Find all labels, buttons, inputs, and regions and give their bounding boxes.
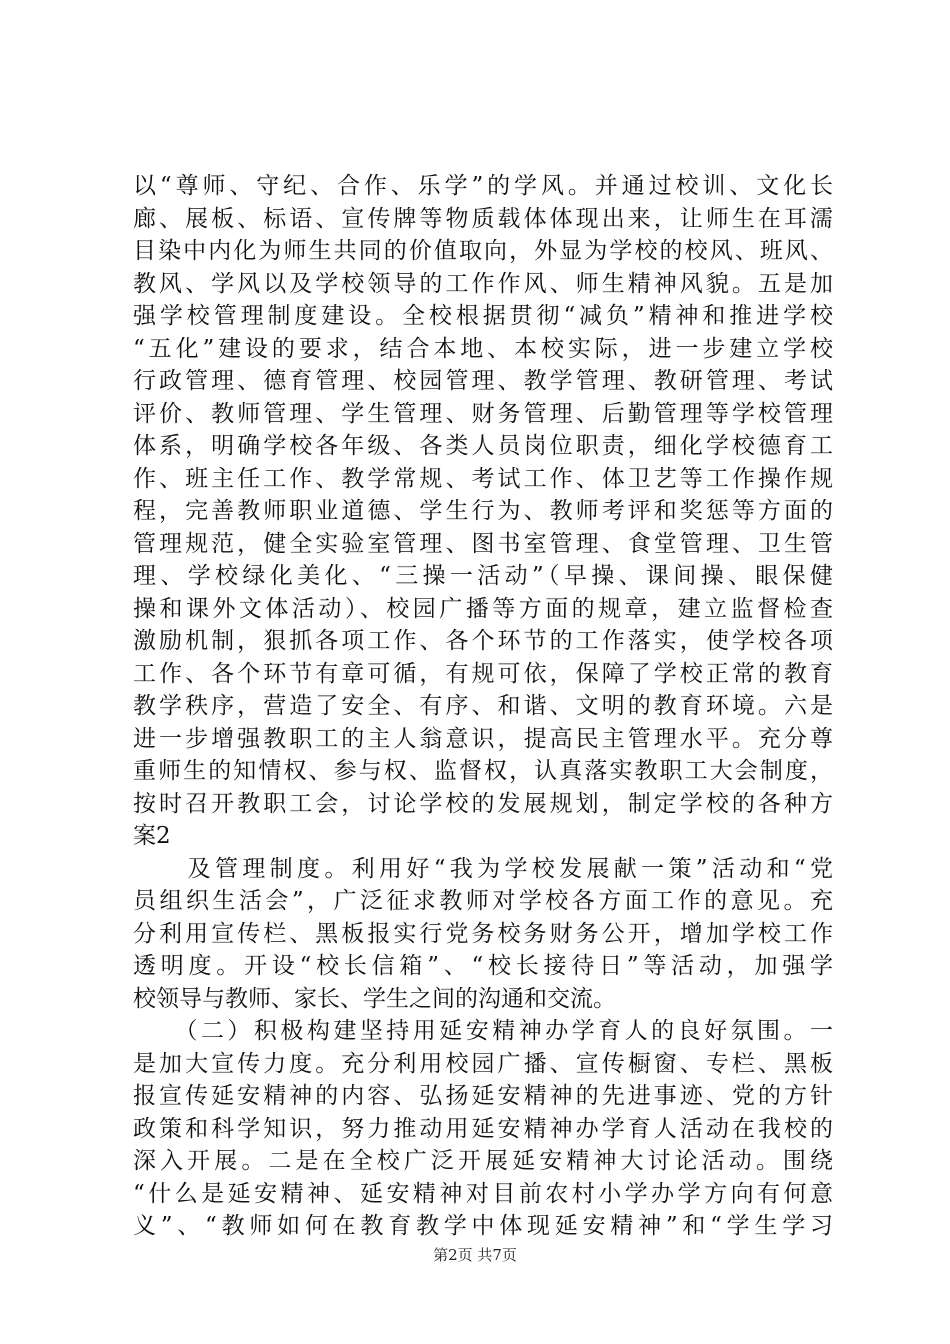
text-line: 深入开展。二是在全校广泛开展延安精神大讨论活动。围绕	[133, 1148, 833, 1174]
text-line: 教风、学风以及学校领导的工作作风、师生精神风貌。五是加	[133, 270, 833, 297]
text-line: “什么是延安精神、延安精神对目前农村小学办学方向有何意	[133, 1180, 833, 1207]
text-line: （二）积极构建坚持用延安精神办学育人的良好氛围。一	[133, 1018, 833, 1044]
text-line: 透明度。开设“校长信箱”、“校长接待日”等活动，加强学	[133, 953, 833, 979]
body-text	[133, 170, 833, 1243]
text-line: 目染中内化为师生共同的价值取向，外显为学校的校风、班风、	[133, 238, 833, 264]
text-line: 教学秩序，营造了安全、有序、和谐、文明的教育环境。六是	[133, 693, 833, 719]
text-line: 强学校管理制度建设。全校根据贯彻“减负”精神和推进学校	[133, 303, 833, 329]
text-line: 按时召开教职工会，讨论学校的发展规划，制定学校的各种方	[133, 790, 833, 817]
text-line: 义”、“教师如何在教育教学中体现延安精神”和“学生学习	[133, 1213, 833, 1239]
text-line: 报宣传延安精神的内容、弘扬延安精神的先进事迹、党的方针	[133, 1083, 833, 1109]
text-line: 管理规范，健全实验室管理、图书室管理、食堂管理、卫生管	[133, 530, 833, 557]
text-line: 以“尊师、守纪、合作、乐学”的学风。并通过校训、文化长	[133, 173, 833, 199]
text-line: 重师生的知情权、参与权、监督权，认真落实教职工大会制度，	[133, 758, 833, 784]
text-line: 体系，明确学校各年级、各类人员岗位职责，细化学校德育工	[133, 433, 833, 459]
text-line: 政策和科学知识，努力推动用延安精神办学育人活动在我校的	[133, 1115, 833, 1142]
text-line: 廊、展板、标语、宣传牌等物质载体体现出来，让师生在耳濡	[133, 205, 833, 232]
text-line: 作、班主任工作、教学常规、考试工作、体卫艺等工作操作规	[133, 465, 833, 492]
text-line: 案2	[133, 823, 171, 849]
text-line: 操和课外文体活动）、校园广播等方面的规章，建立监督检查	[133, 595, 833, 622]
text-line: 评价、教师管理、学生管理、财务管理、后勤管理等学校管理	[133, 400, 833, 427]
text-line: 行政管理、德育管理、校园管理、教学管理、教研管理、考试	[133, 368, 833, 394]
page-footer: 第2页 共7页	[433, 1246, 517, 1264]
text-line: 员组织生活会”，广泛征求教师对学校各方面工作的意见。充	[133, 888, 833, 914]
text-line: 理、学校绿化美化、“三操一活动”（早操、课间操、眼保健	[133, 563, 833, 589]
text-line: 是加大宣传力度。充分利用校园广播、宣传橱窗、专栏、黑板	[133, 1050, 833, 1077]
text-line: 及管理制度。利用好“我为学校发展献一策”活动和“党	[133, 855, 833, 882]
text-line: 分利用宣传栏、黑板报实行党务校务财务公开，增加学校工作	[133, 920, 833, 947]
text-line: 校领导与教师、家长、学生之间的沟通和交流。	[133, 985, 616, 1012]
text-line: 进一步增强教职工的主人翁意识，提高民主管理水平。充分尊	[133, 725, 833, 752]
text-line: 工作、各个环节有章可循，有规可依，保障了学校正常的教育	[133, 660, 833, 687]
text-line: 激励机制，狠抓各项工作、各个环节的工作落实，使学校各项	[133, 628, 833, 654]
text-line: 程，完善教师职业道德、学生行为、教师考评和奖惩等方面的	[133, 498, 833, 524]
text-line: “五化”建设的要求，结合本地、本校实际，进一步建立学校	[133, 335, 833, 362]
